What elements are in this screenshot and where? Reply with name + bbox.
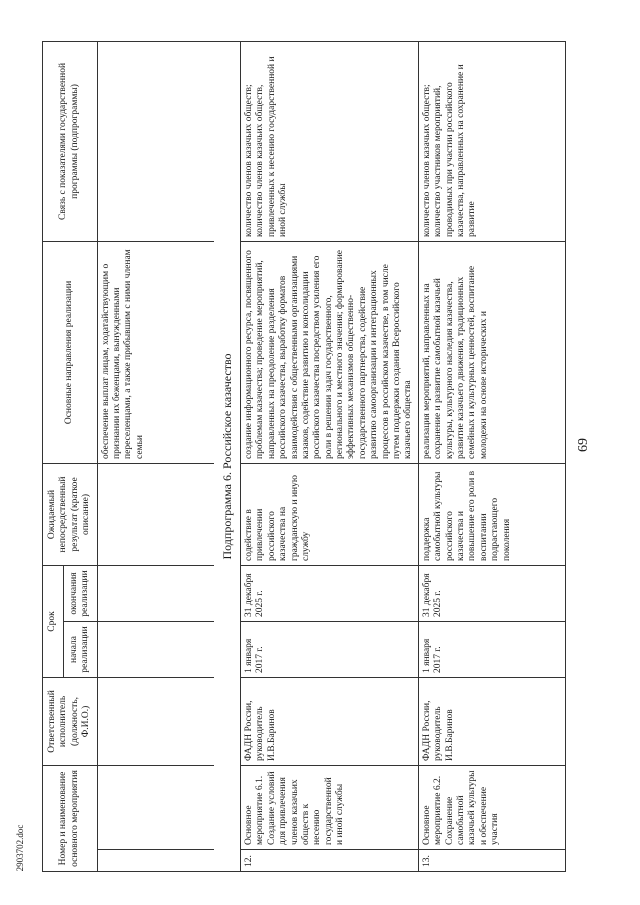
row-directions: создание информационного ресурса, посвященного проблемам казачества; проведение мероприятий, направленных на преодоление разделения российского казачества, выработку форматов взаимодействия с общественными организациями казаков, содействие развитию и консолидации российского казачества посредством усиления его роли в решении задач государственного, регионального и местного значения; формирование эффективных механизмов общественно-государственного партнерства, содействие развитию самоорганизации и интеграционных процессов в российском казачестве, в том числе путем поддержки создания Всероссийского казачьего общества: [240, 241, 418, 463]
row-name: Основное мероприятие 6.2. Сохранение самобытной казачьей культуры и обеспечение участия: [418, 765, 565, 849]
row-start: 1 января 2017 г.: [418, 621, 565, 677]
row-executor: ФАДН России, руководитель И.В.Баринов: [240, 677, 418, 765]
table-row: [240, 41, 418, 871]
row-start: 1 января 2017 г.: [240, 621, 418, 677]
table-cell: [97, 677, 214, 765]
row-number: 13.: [418, 850, 565, 872]
table-cell: [97, 621, 214, 677]
header-executor: Ответственный исполнитель (должность, Ф.И.О.): [43, 677, 98, 765]
header-link: Связь с показателями государственной программы (подпрограммы): [43, 41, 98, 241]
header-end: окончания реализации: [64, 565, 97, 621]
table-row: [97, 41, 214, 871]
page-number: 69: [576, 438, 591, 452]
table-cell: [97, 41, 214, 241]
header-result: Ожидаемый непосредственный результат (краткое описание): [43, 463, 98, 565]
header-directions: Основные направления реализации: [43, 241, 98, 463]
row-executor: ФАДН России, руководитель И.В.Баринов: [418, 677, 565, 765]
row-directions: реализация мероприятий, направленных на сохранение и развитие самобытной казачьей культуры, культурного наследия казачества, развитие казачьего движения, традиционных семейных и культурных ценностей, воспитание молодежи на основе исторических и: [418, 241, 565, 463]
row-end: 31 декабря 2025 г.: [240, 565, 418, 621]
row-result: поддержка самобытной культуры российского казачества и повышение его роли в воспитании подрастающего поколения: [418, 463, 565, 565]
subprogram-row: [214, 41, 241, 871]
table-cell: [97, 463, 214, 565]
table-cell: [97, 565, 214, 621]
activities-table: [42, 41, 566, 872]
row-number: 12.: [240, 850, 418, 872]
prev-row-directions: обеспечение выплат лицам, ходатайствующим о признании их беженцами, вынужденными переселенцами, а также прибывшим с ними членам семьи: [97, 241, 214, 463]
row-link: количество членов казачьих обществ; количество членов казачьих обществ, привлеченных к несению государственной и иной службы: [240, 41, 418, 241]
row-link: количество членов казачьих обществ; количество участников мероприятий, проводимых при участии российского казачества, направленных на сохранение и развитие: [418, 41, 565, 241]
table-row: [418, 41, 565, 871]
subprogram-title: Подпрограмма 6. Российское казачество: [214, 41, 241, 871]
row-name: Основное мероприятие 6.1. Создание условий для привлечения членов казачьих обществ к несению государственной и иной службы: [240, 765, 418, 849]
row-end: 31 декабря 2025 г.: [418, 565, 565, 621]
header-term: Срок: [43, 565, 64, 677]
row-result: содействие в привлечении российского казачества на гражданскую и иную службу: [240, 463, 418, 565]
header-start: начала реализации: [64, 621, 97, 677]
rotated-table-container: [42, 42, 572, 872]
document-id: 2903702.doc: [15, 824, 25, 872]
table-cell: [97, 850, 214, 872]
table-cell: [97, 765, 214, 849]
table-header-row: [43, 41, 64, 871]
header-name: Номер и наименование основного мероприятия: [43, 765, 98, 871]
